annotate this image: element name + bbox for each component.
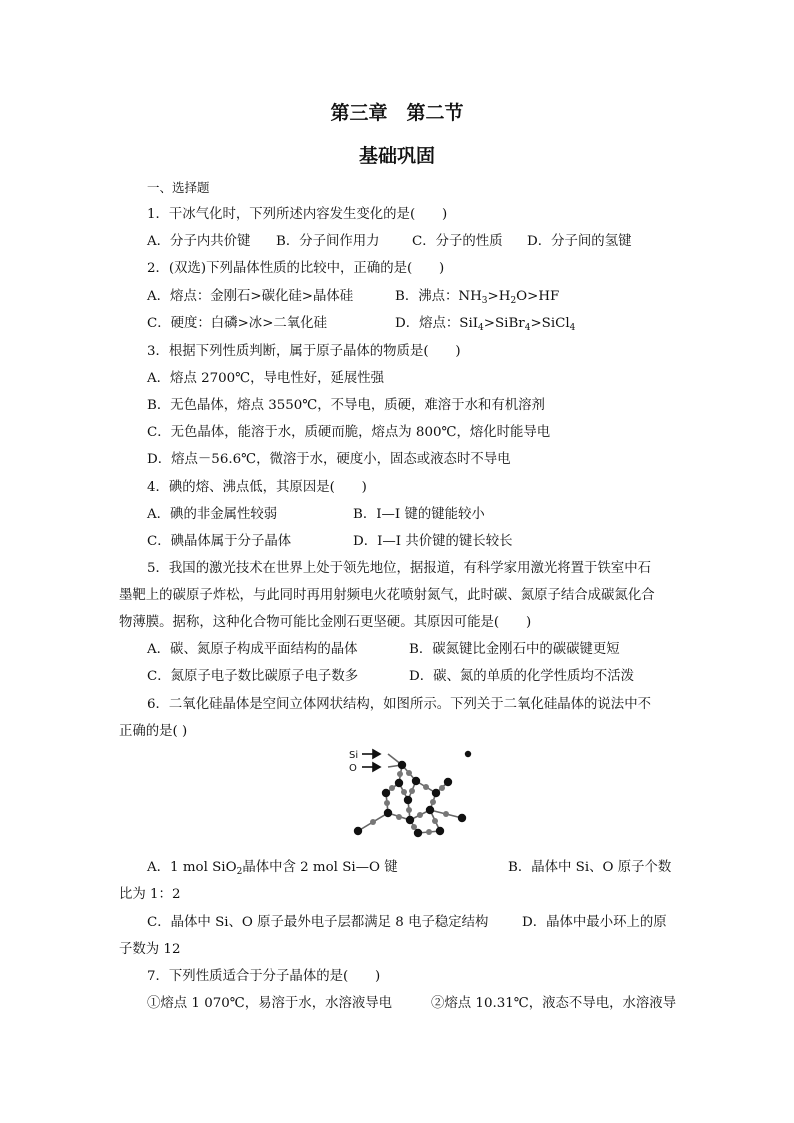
question-4-option-d: D．I—I 共价键的键长较长 [353, 534, 513, 549]
question-7-option-2: ②熔点 10.31℃，液态不导电，水溶液导 [431, 996, 677, 1011]
question-5-line-3: 物薄膜。据称，这种化合物可能比金刚石更坚硬。其原因可能是( ) [119, 615, 532, 630]
question-3-option-a: A．熔点 2700℃，导电性好，延展性强 [147, 371, 385, 386]
question-1-option-d: D．分子间的氢键 [527, 234, 632, 249]
question-3-option-b: B．无色晶体，熔点 3550℃，不导电，质硬，难溶于水和有机溶剂 [147, 398, 545, 413]
question-1-option-c: C．分子的性质 [412, 234, 503, 249]
question-2-option-d: D．熔点：SiI$_4$>SiBr$_4$>SiCl$_4$ [395, 316, 576, 333]
question-6-option-b-line-2: 比为 1：2 [119, 887, 181, 902]
question-3-option-c: C．无色晶体，能溶于水，质硬而脆，熔点为 800℃，熔化时能导电 [147, 425, 551, 440]
question-6-line-2: 正确的是( ) [119, 724, 188, 739]
part-heading: 一、选择题 [147, 180, 210, 195]
sio2-crystal-structure-figure [344, 745, 474, 840]
question-2-stem: 2．(双选)下列晶体性质的比较中，正确的是( ) [147, 261, 445, 276]
question-1-option-a: A．分子内共价键 [147, 234, 251, 249]
question-4-option-b: B．I—I 键的键能较小 [353, 507, 485, 522]
question-7-stem: 7．下列性质适合于分子晶体的是( ) [147, 969, 381, 984]
question-7-option-1: ①熔点 1 070℃，易溶于水，水溶液导电 [147, 996, 393, 1011]
question-2-option-a: A．熔点：金刚石>碳化硅>晶体硅 [147, 289, 354, 304]
question-2-option-c: C．硬度：白磷>冰>二氧化硅 [147, 316, 327, 331]
chapter-title: 第三章 第二节 [330, 102, 464, 124]
question-4-option-c: C．碘晶体属于分子晶体 [147, 534, 292, 549]
question-3-stem: 3．根据下列性质判断，属于原子晶体的物质是( ) [147, 344, 461, 359]
question-5-option-d: D．碳、氮的单质的化学性质均不活泼 [409, 669, 634, 684]
question-6-option-c: C．晶体中 Si、O 原子最外电子层都满足 8 电子稳定结构 [147, 915, 489, 930]
question-5-option-a: A．碳、氮原子构成平面结构的晶体 [147, 642, 358, 657]
question-5-option-b: B．碳氮键比金刚石中的碳碳键更短 [409, 642, 620, 657]
question-5-option-c: C．氮原子电子数比碳原子电子数多 [147, 669, 359, 684]
question-6-option-d-line-1: D．晶体中最小环上的原 [522, 915, 667, 930]
question-4-option-a: A．碘的非金属性较弱 [147, 507, 278, 522]
question-6-line-1: 6．二氧化硅晶体是空间立体网状结构，如图所示。下列关于二氧化硅晶体的说法中不 [147, 697, 651, 712]
figure-o-label: O [349, 763, 357, 774]
question-4-stem: 4．碘的熔、沸点低，其原因是( ) [147, 480, 367, 495]
question-3-option-d: D．熔点－56.6℃，微溶于水，硬度小，固态或液态时不导电 [147, 452, 511, 467]
question-5-line-2: 墨靶上的碳原子炸松，与此同时再用射频电火花喷射氮气，此时碳、氮原子结合成碳氮化合 [119, 588, 655, 603]
question-6-option-b-line-1: B．晶体中 Si、O 原子个数 [508, 860, 672, 875]
question-1-option-b: B．分子间作用力 [276, 234, 380, 249]
question-6-option-a: A．1 mol SiO$_2$晶体中含 2 mol Si—O 键 [147, 860, 398, 877]
question-5-line-1: 5．我国的激光技术在世界上处于领先地位，据报道，有科学家用激光将置于铁室中石 [147, 561, 651, 576]
question-1-stem: 1．干冰气化时，下列所述内容发生变化的是( ) [147, 207, 448, 222]
question-2-option-b: B．沸点：$NH_3>H_2O>HF$ [395, 289, 560, 306]
question-6-option-d-line-2: 子数为 12 [119, 942, 181, 957]
section-title: 基础巩固 [358, 145, 435, 167]
figure-legend-arrows [362, 750, 380, 771]
figure-si-label: Si [349, 750, 359, 761]
